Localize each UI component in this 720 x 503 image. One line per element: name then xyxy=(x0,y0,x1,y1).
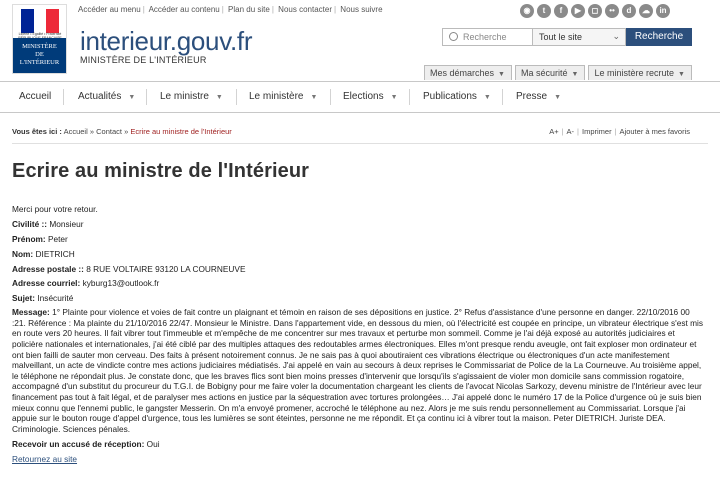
field-prenom xyxy=(12,234,704,245)
chevron-down-icon: ▼ xyxy=(677,71,685,78)
breadcrumb-separator: » xyxy=(124,127,129,136)
breadcrumb-home-link[interactable]: Accueil xyxy=(63,127,88,136)
site-subtitle: MINISTÈRE DE L'INTÉRIEUR xyxy=(80,55,207,65)
linkedin-icon[interactable]: in xyxy=(656,4,670,18)
breadcrumb-contact-link[interactable]: Contact xyxy=(96,127,122,136)
field-adresse-courriel xyxy=(12,278,704,289)
logo-line-3: L'INTÉRIEUR xyxy=(19,59,60,66)
nav-item-publications[interactable] xyxy=(423,91,491,102)
field-label: Nom: xyxy=(12,248,34,259)
logo-band xyxy=(13,38,66,73)
nav-item-le-ministere[interactable] xyxy=(249,91,317,102)
search-icon xyxy=(449,32,458,41)
nav-label: Le ministre xyxy=(160,91,209,102)
skip-to-content-link[interactable]: Accéder au contenu xyxy=(148,5,220,14)
logo-motto: Liberté • Égalité • Fraternité xyxy=(18,32,62,36)
field-label: Recevoir un accusé de réception: xyxy=(12,438,145,449)
nav-label: Presse xyxy=(516,91,548,102)
logo-line-1: MINISTÈRE xyxy=(22,43,57,50)
font-decrease-button[interactable]: A- xyxy=(566,127,575,136)
youtube-icon[interactable]: ▶ xyxy=(571,4,585,18)
font-increase-button[interactable]: A+ xyxy=(549,127,559,136)
search-placeholder: Recherche xyxy=(463,32,507,42)
breadcrumb-separator: » xyxy=(89,127,95,136)
nav-item-le-ministre[interactable] xyxy=(160,91,223,102)
search-scope-value: Tout le site xyxy=(539,32,583,42)
facebook-icon[interactable]: f xyxy=(554,4,568,18)
nav-label: Publications xyxy=(423,91,477,102)
field-adresse-postale xyxy=(12,264,704,275)
separator: | xyxy=(561,127,564,136)
field-civilite xyxy=(12,219,704,230)
tab-mes-demarches[interactable] xyxy=(424,65,512,80)
dailymotion-icon[interactable]: d xyxy=(622,4,636,18)
rss-icon[interactable]: ◉ xyxy=(520,4,534,18)
separator: | xyxy=(614,127,617,136)
back-row xyxy=(12,454,704,465)
soundcloud-icon[interactable]: ☁ xyxy=(639,4,653,18)
chevron-down-icon: ▼ xyxy=(483,94,491,101)
divider xyxy=(12,143,708,144)
nav-divider xyxy=(146,89,147,105)
field-value: kyburg13@outlook.fr xyxy=(82,278,160,289)
logo-line-2: DE xyxy=(35,51,44,58)
back-to-site-link[interactable]: Retournez au site xyxy=(12,453,78,464)
twitter-icon[interactable]: t xyxy=(537,4,551,18)
social-icons xyxy=(520,4,670,18)
chevron-down-icon: ▼ xyxy=(310,94,318,101)
nav-item-actualites[interactable] xyxy=(78,91,135,102)
breadcrumb-current: Ecrire au ministre de l'Intérieur xyxy=(130,127,232,136)
field-label: Civilité :: xyxy=(12,218,48,229)
separator: | xyxy=(142,5,145,14)
contact-link[interactable]: Nous contacter xyxy=(278,5,332,14)
separator: | xyxy=(221,5,224,14)
field-label: Adresse postale :: xyxy=(12,263,84,274)
chevron-down-icon: ⌄ xyxy=(612,31,620,41)
chevron-down-icon: ▼ xyxy=(128,94,136,101)
utility-links xyxy=(78,5,383,14)
breadcrumb xyxy=(12,127,232,136)
nav-divider xyxy=(236,89,237,105)
field-value: Oui xyxy=(146,438,160,449)
chevron-down-icon: ▼ xyxy=(390,94,398,101)
field-label: Message: xyxy=(12,307,50,318)
marianne-flag-icon xyxy=(21,9,59,33)
print-button[interactable]: Imprimer xyxy=(582,127,612,136)
field-nom xyxy=(12,249,704,260)
flag-red xyxy=(46,9,59,33)
nav-divider xyxy=(63,89,64,105)
page-tools xyxy=(549,127,690,136)
field-label: Prénom: xyxy=(12,233,46,244)
chevron-down-icon: ▼ xyxy=(571,71,579,78)
thanks-message: Merci pour votre retour. xyxy=(12,204,98,214)
nav-label: Actualités xyxy=(78,91,122,102)
search-button[interactable]: Recherche xyxy=(626,28,692,46)
tab-label: Le ministère recrute xyxy=(594,68,674,78)
tab-label: Ma sécurité xyxy=(520,68,568,78)
separator: | xyxy=(577,127,579,136)
nav-label: Elections xyxy=(343,91,384,102)
site-title[interactable]: interieur.gouv.fr xyxy=(80,26,253,56)
skip-to-menu-link[interactable]: Accéder au menu xyxy=(78,5,141,14)
main-nav xyxy=(0,81,720,113)
follow-us-link[interactable]: Nous suivre xyxy=(340,5,383,14)
field-value: Insécurité xyxy=(37,293,74,304)
search-input[interactable] xyxy=(442,28,532,46)
nav-divider xyxy=(409,89,410,105)
chevron-down-icon: ▼ xyxy=(215,94,223,101)
field-value: DIETRICH xyxy=(35,248,75,259)
tab-ma-securite[interactable] xyxy=(515,65,585,80)
chevron-down-icon: ▼ xyxy=(554,94,562,101)
field-value: 1° Plainte pour violence et voies de fait contre un plaignant et témoin en raison de ses dépositions en justice. 2° Refus d'assistance d'une personne en danger. 22/10/2016 00 :21. Référence : Ma plainte du 21/10/2016 22/47. Monsieur le Ministre. Dans l'appartement vide, en dessous du mien, où l'électricité est coupée en principe, un vibrateur électrique s'est mis en route vers 20 heures. Il fait vibrer tout l'immeuble et m'empêche de me concentrer sur mes travaux et perturbe mon sommeil. Comme je l'ai déjà exposé au autorités judiciaires et policière nationales et internationales, j'ai été ciblé par des multiples attaques des redoutables armes électroniques. Elles m'ont presque rendu aveugle, ont fait exploser mon ordinateur et ont bien failli de sauter mon cerveau. Des faits à présent notoirement connus. Je ne sais pas à quoi aboutiraient ces vibrations électrique ou électroniques d'un acte manifestement malveillant, un acte de vindicte contre mes actions judiciaires médiatisés. J'ai appelé en vain au secours à deux reprises le Commissariat de Police de la La Courneuve. Au troisième appel, le téléphone ne répondait plus. Je constate donc, que les braves flics sont bien moins presses d'intervenir que lorsqu'ils s'agissaient de violer mon domicile sans commission rogatoire, accompagné d'un substitut du procureur du T.G.I. de Bobigny pour me faire voler la documentation chargeant les clients de l'avocat Nicolas Sarkozy, devenu ministre de l'Intérieur avec leur financement pas tout à fait légal, et de paralyser mes actions en justice par la séquestration avec tortures prolongées… J'ai appelé donc le numéro 17 de la Police d'urgence où je suis bien mieux connu que l'ennemi public, le gangster Messerin. On m'a envoyé promener, accroché le téléphone au nez. Alors je me suis rendu personnellement au Commissariat. Lorsque j'ai appuie sur le bouton rouge d'appel d'urgence, tous les lumières se sont éteintes, personne ne me répondit. Et ça continu ici à vibrer tout la maison. Peter DIETRICH. Juriste DEA. Criminologie. Sciences pénales. xyxy=(12,307,704,434)
nav-divider xyxy=(502,89,503,105)
field-value: 8 RUE VOLTAIRE 93120 LA COURNEUVE xyxy=(86,263,246,274)
nav-item-accueil[interactable] xyxy=(19,91,51,102)
flag-blue xyxy=(21,9,34,33)
search-bar xyxy=(442,28,692,46)
instagram-icon[interactable]: ◻ xyxy=(588,4,602,18)
flickr-icon[interactable]: •• xyxy=(605,4,619,18)
nav-label: Le ministère xyxy=(249,91,304,102)
tab-label: Mes démarches xyxy=(430,68,495,78)
sitemap-link[interactable]: Plan du site xyxy=(228,5,270,14)
field-value: Peter xyxy=(47,233,68,244)
nav-divider xyxy=(330,89,331,105)
field-sujet xyxy=(12,293,704,304)
ministry-logo[interactable] xyxy=(12,4,67,74)
nav-item-presse[interactable] xyxy=(516,91,561,102)
field-label: Adresse courriel: xyxy=(12,278,81,289)
field-accuse-reception xyxy=(12,439,704,450)
confirmation-content xyxy=(12,204,704,468)
field-value: Monsieur xyxy=(49,218,84,229)
search-scope-select[interactable] xyxy=(532,28,626,46)
top-tabs xyxy=(424,65,692,80)
breadcrumb-prefix: Vous êtes ici : xyxy=(12,127,62,136)
nav-label: Accueil xyxy=(19,91,52,102)
separator: | xyxy=(333,5,337,14)
nav-item-elections[interactable] xyxy=(343,91,398,102)
tab-ministere-recrute[interactable] xyxy=(588,65,691,80)
field-message xyxy=(12,307,704,434)
field-label: Sujet: xyxy=(12,293,36,304)
add-favorites-button[interactable]: Ajouter à mes favoris xyxy=(619,127,690,136)
chevron-down-icon: ▼ xyxy=(498,71,505,78)
page-title: Ecrire au ministre de l'Intérieur xyxy=(12,160,310,182)
separator: | xyxy=(271,5,274,14)
flag-white xyxy=(34,9,47,33)
